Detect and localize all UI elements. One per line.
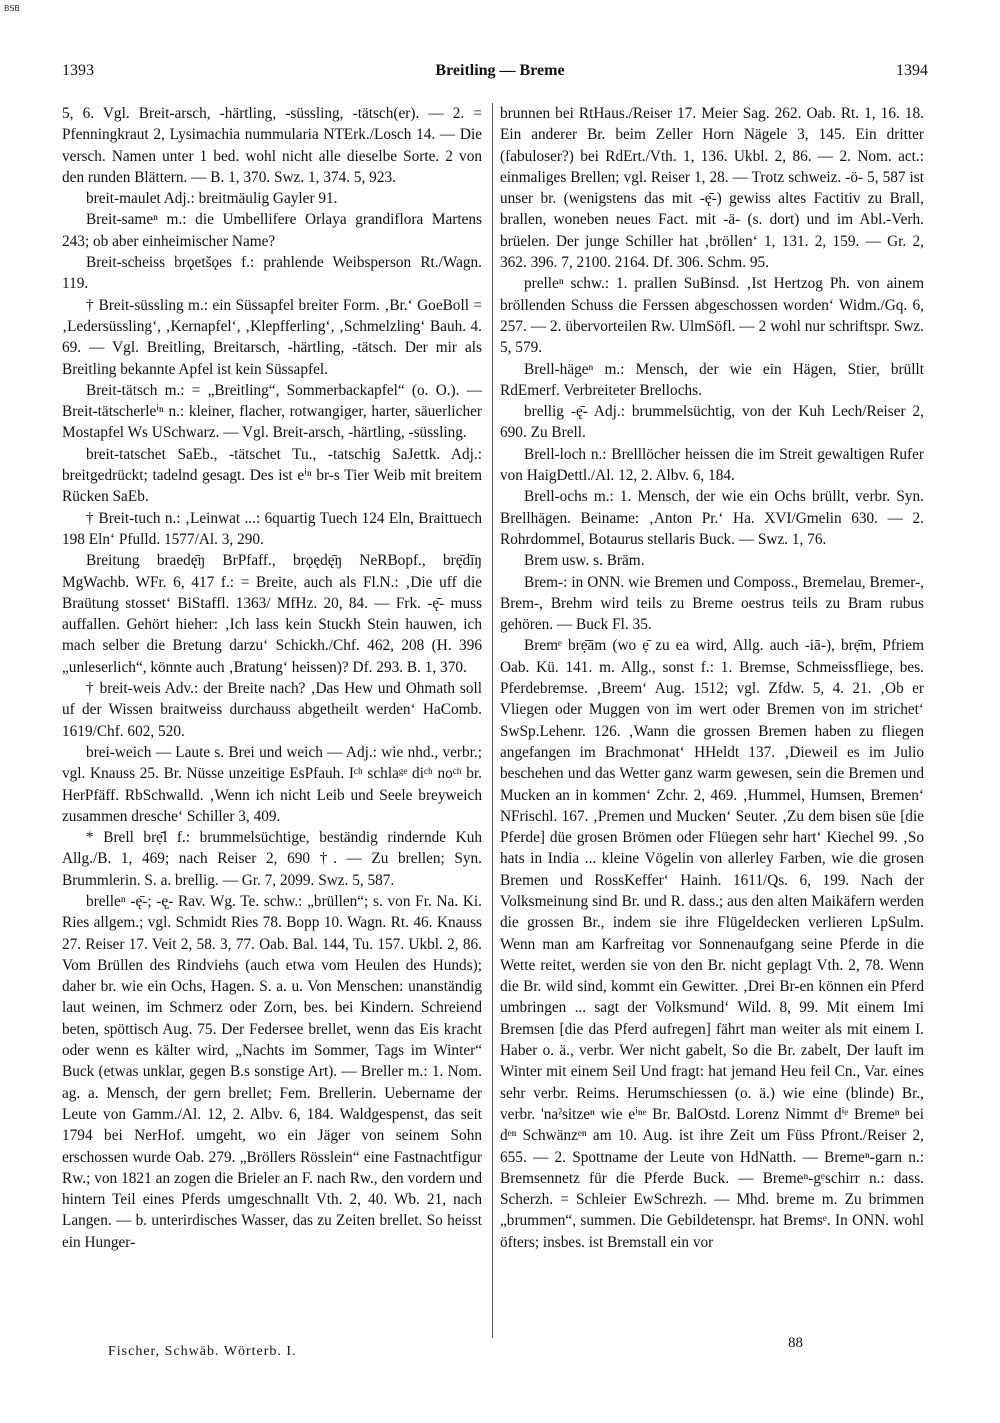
entry-paragraph: Brell-loch n.: Brelllöcher heissen die im Streit gewaltigen Rufer von HaigDettl./Al. 12, 2. Albv. 6, 184. [500,445,924,485]
entry-paragraph: Brell-hägeⁿ m.: Mensch, der wie ein Hägen, Stier, brüllt RdEmerf. Verbreiteter Brellochs. [500,360,924,399]
entry-paragraph: Breit-sameⁿ m.: die Umbellifere Orlaya grandiflora Martens 243; ob aber einheimischer Name? [62,211,482,250]
right-page-number: 1394 [896,62,928,79]
entry-paragraph: brunnen bei RtHaus./Reiser 17. Meier Sag. 262. Oab. Rt. 1, 16. 18. Ein anderer Br. beim Zeller Horn Nägele 3, 145. Ein dritter (fabuloser?) bei RdErt./Vth. 1, 136. Ukbl. 2, 86. — 2. Nom. act.: einmaliges Brellen; vgl. Reiser 1, 28. — Trotz schweiz. -ö- 5, 587 ist unser br. (wenigstens das mit -ę̄-) gewiss altes Factitiv zu Brall, brallen, woneben neues Fact. mit -ä- (s. dort) und im Abl.-Verh. brüelen. Der junge Schiller hat ‚bröllen‘ 1, 131. 2, 159. — Gr. 2, 362. 396. 7, 2100. 2164. Df. 306. Schm. 95. [500,105,924,272]
entry-paragraph: Bremᵉ brẹ̄ām (wo ẹ̄ zu ea wird, Allg. auch -iā-), brẹ̄m, Pfriem Oab. Kü. 141. m. Allg., sonst f.: 1. Bremse, Schmeissfliege, bes. Pferdebremse. ‚Breem‘ Aug. 1512; vgl. Zfdw. 5, 4. 21. ‚Ob er Vliegen oder Muggen von im wert oder Bremen von im strichet‘ SwSp.Lehenr. 126. ‚Wann die grossen Bremen haben zu fliegen angefangen im Brachmonat‘ HHeldt 137. ‚Dieweil es im Julio beschehen und das Wetter ganz warm gewesen, sein die Bremen und Mucken an in kommen‘ Zchr. 2, 469. ‚Hummel, Humsen, Bremen‘ NFrischl. 167. ‚Premen und Mucken‘ Seuter. ‚Zu dem bisen süe [die Pferde] düe grosen Brömen oder Flüegen sehr hart‘ Kiechel 99. ‚So hats in India ... kleine Vögelin von allerley Farben, wie die grosen Bremen und RossKeffer‘ Hainh. 1611/Qs. 6, 199. Nach der Volksmeinung sind Br. und R. dass.; aus den alten Maikäfern werden die grossen Br., indem sie ihre Flügeldecken verlieren LpSulm. Wenn man am Karfreitag vor Sonnenaufgang seine Pferde in die Wette reitet, werden sie von den Br. nicht geplagt Vth. 2, 78. Wenn die Br. wild sind, kommt ein Gewitter. ‚Drei Br-en können ein Pferd umbringen ... sagt der Volksmund‘ Wild. 8, 99. Mit einem Imi Bremsen [die das Pferd aufregen] fährt man weiter als mit einem I. Haber o. ä., verbr. Wer nicht gabelt, So die Br. zabelt, Der lauft im Winter mit einem Seil Und fragt: hat jemand Heu feil Cn., Var. eines sehr verbr. Reims. Herumschiessen (o. ä.) wie eine (blinde) Br., verbr. 'naˀsitzeⁿ wie eⁱⁿᵉ Br. BalOstd. Lorenz Nimmt dⁱᵉ Bremeⁿ bei dᵉⁿ Schwänzᵉⁿ am 10. Aug. ist ihre Zeit um Füss Pfront./Reiser 2, 655. — 2. Spottname der Leute von HdNatth. — Bremeⁿ-garn n.: Bremsennetz für die Pferde Buck. — Bremeⁿ-gᵉschirr n.: dass. Scherzh. = Schleier EwSchrezh. — Mhd. breme m. Zu brimmen „brummen“, summen. Die Gebildetenspr. hat Bremsᵉ. In ONN. wohl öfters; insbes. ist Bremstall ein vor [500,637,924,1251]
library-stamp: BSB [4,4,20,13]
entry-paragraph: prelleⁿ schw.: 1. prallen SuBinsd. ‚Ist Hertzog Ph. von ainem bröllenden Schuss die Ferssen abgeschossen worden‘ Widm./Gq. 6, 257. — 2. übervorteilen Rw. UlmSöfl. — 2 wohl nur schriftspr. Swz. 5, 579. [500,275,924,357]
footer-author: Fischer, Schwäb. Wörterb. I. [108,1344,297,1359]
entry-paragraph: 5, 6. Vgl. Breit-arsch, -härtling, -süssling, -tätsch(er). — 2. = Pfenningkraut 2, Lysimachia nummularia NTErk./Losch 14. — Die versch. Namen unter 1 bed. wohl nicht alle dieselbe Sorte. 2 von den runden Blättern. — B. 1, 370. Swz. 1, 374. 5, 923. [62,105,482,186]
entry-paragraph: * Brell brẹ̄l f.: brummelsüchtige, beständig rindernde Kuh Allg./B. 1, 469; nach Reiser 2, 690 †. — Zu brellen; Syn. Brummlerin. S. a. brellig. — Gr. 7, 2099. Swz. 5, 587. [62,829,482,889]
right-column [500,103,924,1253]
page-title: Breitling — Breme [435,62,565,79]
entry-paragraph: † breit-weis Adv.: der Breite nach? ‚Das Hew und Ohmath soll uf der Wissen braitweiss durchauss abgetheilt werden‘ HaComb. 1619/Chf. 602, 520. [62,680,482,740]
entry-paragraph: breit-tatschet SaEb., -tätschet Tu., -tatschig SaJettk. Adj.: breitgedrückt; tadelnd gesagt. Des ist eⁱⁿ br-s Tier Weib mit breitem Rücken SaEb. [62,445,482,506]
entry-paragraph: breit-maulet Adj.: breitmäulig Gayler 91. [86,190,338,208]
entry-paragraph: Brem usw. s. Bräm. [524,552,645,570]
column-divider [492,103,493,1338]
left-page-number: 1393 [62,62,94,79]
entry-paragraph: Breit-tätsch m.: = „Breitling“, Sommerbackapfel“ (o. O.). — Breit-tätscherleⁱⁿ n.: kleiner, flacher, rotwangiger, harter, säuerlicher Mostapfel Ws USchwarz. — Vgl. Breit-arsch, -härtling, -süssling. [62,381,482,442]
entry-paragraph: Breit-scheiss brǫetšǫes f.: prahlende Weibsperson Rt./Wagn. 119. [62,254,482,293]
entry-paragraph: Brell-ochs m.: 1. Mensch, der wie ein Ochs brüllt, verbr. Syn. Brellhägen. Beiname: ‚Anton Pr.‘ Ha. XVI/Gmelin 630. — 2. Rohrdommel, Botaurus stellaris Buck. — Swz. 1, 76. [500,488,924,548]
entry-paragraph: Brem-: in ONN. wie Bremen und Composs., Bremelau, Bremer-, Brem-, Brehm wird teils zu Breme oestrus teils zu Bram rubus gehören. — Buck Fl. 35. [500,573,924,634]
entry-paragraph: brelleⁿ -ę̄-; -ę̣- Rav. Wg. Te. schw.: „brüllen“; s. von Fr. Na. Ki. Ries allgem.; vgl. Schmidt Ries 78. Bopp 10. Wagn. Rt. 46. Knauss 27. Reiser 17. Veit 2, 58. 3, 77. Oab. Bal. 144, Tu. 157. Ukbl. 2, 86. Vom Brüllen des Rindviehs (auch etwa vom Heulen des Hunds); daher br. wie ein Ochs, Hagen. S. a. u. Von Menschen: unanständig laut weinen, im Schmerz oder Zorn, bes. bei Kindern. Schreiend beten, spöttisch Aug. 75. Der Federsee brellet, wenn das Eis kracht oder wenn es kälter wird, „Nachts im Sommer, Tags im Winter“ Buck (etwas unklar, gegen B.s sonstige Art). — Breller m.: 1. Nom. ag. a. Mensch, der gern brellet; Fem. Brellerin. Uebername der Leute von Gamm./Al. 12, 2. Albv. 6, 184. Waldgespenst, das seit 1794 bei NerHof. umgeht, wo ein Jäger von seinem Sohn erschossen wurde Oab. 279. „Bröllers Rösslein“ eine Fastnachtfigur Rw.; von 1821 an zogen die Brieler an F. nach Rw., den vordern und hintern Teil eines Pferds umgeschnallt Vth. 2, 40. Wb. 21, nach Langen. — b. unterirdisches Wasser, das zu Zeiten brellet. So heisst ein Hunger- [62,892,482,1251]
entry-paragraph: brellig -ę̄- Adj.: brummelsüchtig, von der Kuh Lech/Reiser 2, 690. Zu Brell. [500,403,924,442]
entry-paragraph: † Breit-süssling m.: ein Süssapfel breiter Form. ‚Br.‘ GoeBoll = ‚Ledersüssling‘, ‚Kernapfel‘, ‚Klepfferling‘, ‚Schmelzling‘ Bauh. 4. 69. — Vgl. Breitling, Breitarsch, -härtling, -tätsch. Der mir als Breitling bekannte Apfel ist kein Süssapfel. [62,296,482,378]
entry-paragraph: † Breit-tuch n.: ‚Leinwat ...: 6quartig Tuech 124 Eln, Braittuech 198 Eln‘ Pfulld. 1577/Al. 3, 290. [62,509,482,548]
left-column [62,103,482,1253]
footer-sheet-number: 88 [788,1335,803,1351]
entry-paragraph: Breitung braedę̄ŋ BrPfaff., brǫędę̄ŋ NeRBopf., brę̄dīŋ MgWachb. WFr. 6, 417 f.: = Breite, auch als Fl.N.: ‚Die uff die Braütung stosset‘ BiStaffl. 1363/ MfHz. 20, 84. — Frk. -ę̄- muss auffallen. Gehört hieher: ‚Ich lass kein Stuckh Stein hauwen, ich mach selber die Bretung darzu‘ Schickh./Chf. 462, 208 (H. 396 „unleserlich“, könnte auch ‚Bratung‘ heissen)? Df. 293. B. 1, 370. [62,552,482,676]
entry-paragraph: brei-weich — Laute s. Brei und weich — Adj.: wie nhd., verbr.; vgl. Knauss 25. Br. Nüsse unzeitige EsPfauh. Iᶜʰ schlaᵍᵉ diᶜʰ noᶜʰ br. HerPfäff. RbSchwalld. ‚Wenn ich nicht Leib und Seele breyweich zusammen dresche‘ Schiller 3, 409. [62,743,482,825]
